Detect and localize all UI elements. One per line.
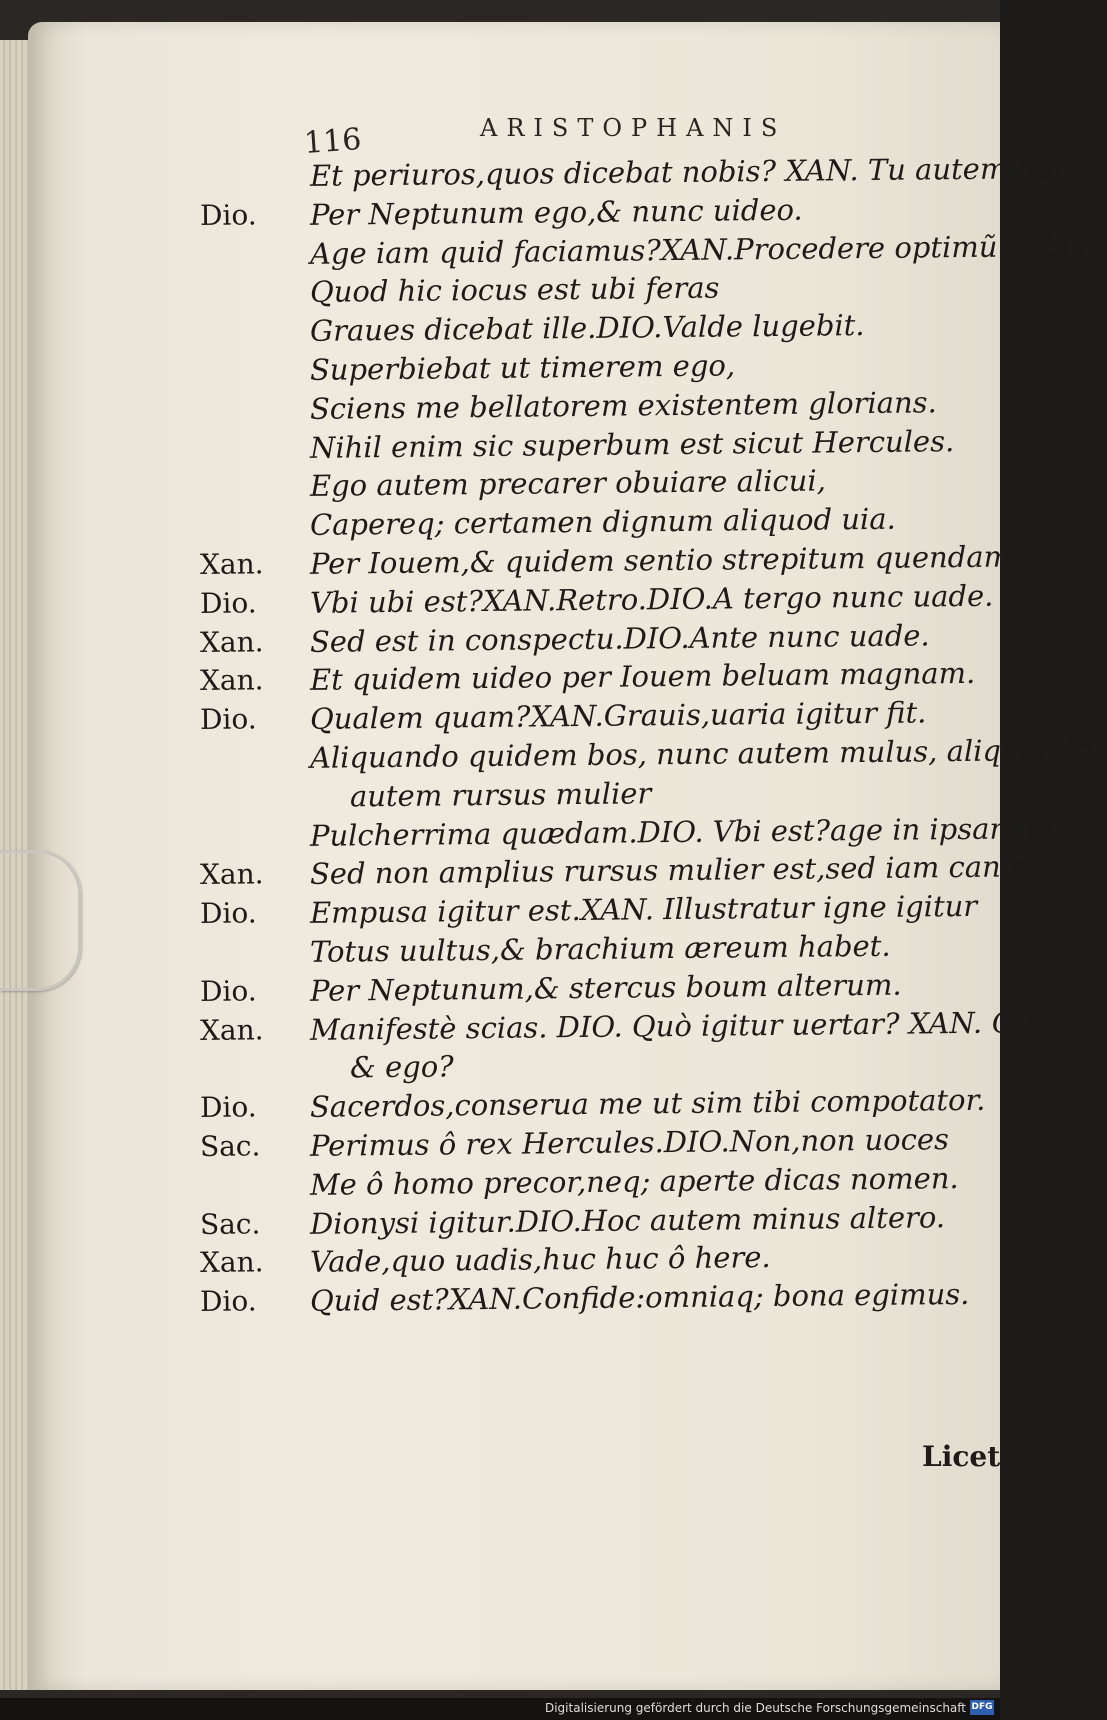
verse-text: Aliquando quidem bos, nunc autem mulus, aliquando: [309, 732, 1092, 775]
verse-text: Me ô homo precor,neq; aperte dicas nomen.: [309, 1160, 959, 1202]
catchword: Licet: [922, 1440, 1001, 1473]
verse-text: Graues dicebat ille.DIO.Valde lugebit.: [309, 308, 865, 349]
verse-text: Empusa igitur est.XAN. Illustratur igne igitur: [309, 889, 978, 931]
verse-text: Qualem quam?XAN.Grauis,uaria igitur fit.: [309, 695, 927, 737]
verse-text: Manifestè scias. DIO. Quò igitur uertar? XAN. Quò: [309, 1004, 1052, 1047]
verse-text: Per Neptunum ego,& nunc uideo.: [309, 192, 803, 232]
verse-text: Superbiebat ut timerem ego,: [309, 348, 736, 387]
verse-text: autem rursus mulier: [349, 776, 652, 814]
verse-text: Sciens me bellatorem existentem glorians.: [309, 385, 937, 426]
speaker-label: Dio.: [199, 702, 257, 737]
speaker-label: Xan.: [199, 624, 264, 659]
verse-text: Per Iouem,& quidem sentio strepitum quendam.: [309, 539, 1021, 581]
speaker-label: Xan.: [199, 663, 264, 698]
verse-text: Per Neptunum,& stercus boum alterum.: [309, 967, 902, 1008]
verse-text: Perimus ô rex Hercules.DIO.Non,non uoces: [309, 1122, 950, 1163]
verse-text: Vbi ubi est?XAN.Retro.DIO.A tergo nunc uade.: [309, 578, 994, 620]
speaker-label: Dio.: [199, 974, 257, 1008]
speaker-label: Xan.: [199, 1245, 264, 1280]
verse-text: Age iam quid faciamus?XAN.Procedere optimũ nobis.: [309, 228, 1095, 271]
verse-text: Et quidem uideo per Iouem beluam magnam.: [309, 656, 976, 698]
verse-text: Nihil enim sic superbum est sicut Hercules.: [309, 423, 955, 465]
speaker-label: Dio.: [199, 198, 257, 232]
speaker-label: Dio.: [199, 896, 257, 931]
verse-text: Sacerdos,conserua me ut sim tibi compotator.: [309, 1082, 986, 1125]
running-head: ARISTOPHANIS: [480, 114, 787, 142]
verse-text: Quod hic iocus est ubi feras: [309, 270, 720, 310]
verse-text: Quid est?XAN.Confide:omniaq; bona egimus.: [309, 1277, 970, 1319]
speaker-label: Dio.: [199, 1090, 257, 1125]
page-clip: [0, 850, 81, 991]
dfg-logo: DFG: [970, 1700, 994, 1715]
verse-text: & ego?: [349, 1049, 454, 1085]
speaker-label: Sac.: [199, 1206, 261, 1241]
verse-text: Sed est in conspectu.DIO.Ante nunc uade.: [309, 617, 930, 659]
speaker-label: Xan.: [199, 857, 264, 892]
footer-credit: Digitalisierung gefördert durch die Deutsche Forschungsgemeinschaft: [544, 1701, 966, 1715]
verse-text: Et periuros,quos dicebat nobis? XAN. Tu autem non?: [309, 150, 1088, 193]
verse-text: Totus uultus,& brachium æreum habet.: [309, 928, 891, 969]
speaker-label: Dio.: [199, 586, 257, 620]
verse-text: Capereq; certamen dignum aliquod uia.: [309, 501, 896, 543]
verse-text: Ego autem precarer obuiare alicui,: [309, 463, 827, 504]
speaker-label: Sac.: [199, 1129, 261, 1163]
verse-text: Dionysi igitur.DIO.Hoc autem minus altero.: [309, 1199, 946, 1241]
speaker-label: Xan.: [199, 1012, 264, 1047]
page-number: 116: [302, 122, 363, 161]
speaker-label: Xan.: [199, 547, 264, 581]
verse-text: Vade,quo uadis,huc huc ô here.: [309, 1240, 771, 1280]
verse-text: Sed non amplius rursus mulier est,sed iam canis.: [309, 849, 1035, 892]
speaker-label: Dio.: [199, 1284, 257, 1319]
verse-text: Pulcherrima quædam.DIO. Vbi est?age in ipsam uado.: [309, 810, 1107, 853]
